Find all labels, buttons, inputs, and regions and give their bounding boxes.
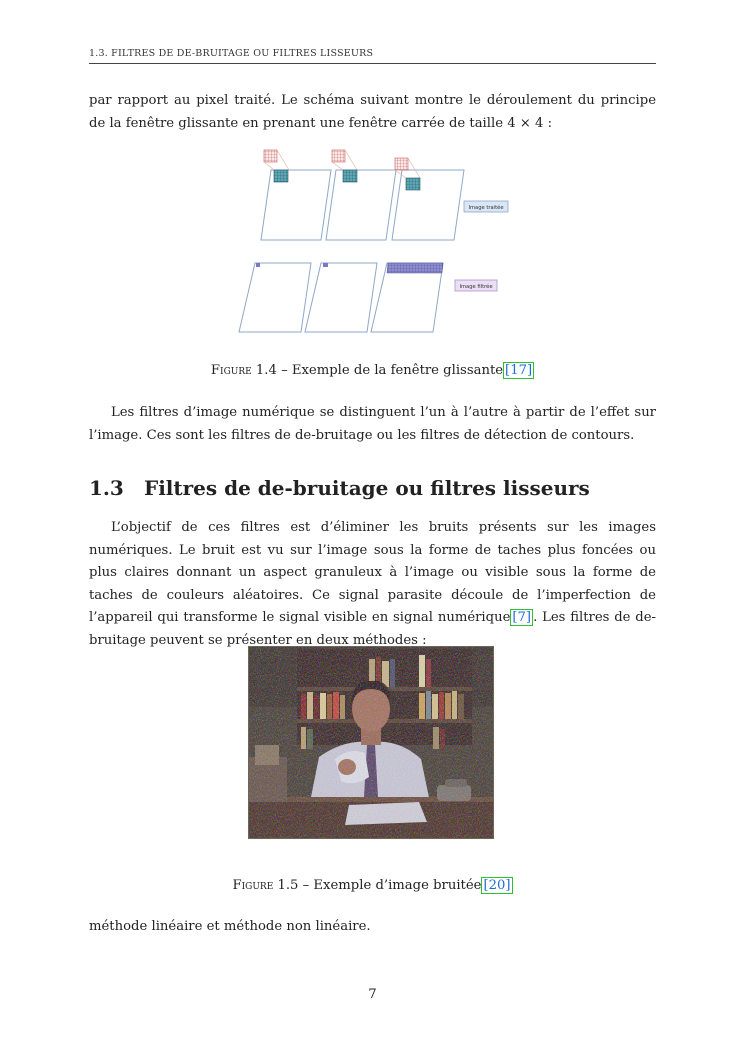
page-number: 7 — [368, 987, 377, 1002]
noisy-image-photo — [248, 646, 494, 839]
paragraph-methods: méthode linéaire et méthode non linéaire. — [89, 919, 371, 934]
figure-1-5-caption — [89, 876, 656, 896]
section-heading — [89, 476, 656, 500]
running-header-title: 1.3. FILTRES DE DE-BRUITAGE OU FILTRES LISSEURS — [89, 48, 374, 59]
paragraph-denoising-objective — [89, 517, 656, 652]
figure-sliding-window — [235, 145, 515, 340]
noisy-image-illustration — [249, 647, 494, 839]
section-number: 1.3 — [89, 476, 124, 500]
citation-link-17[interactable]: [17] — [505, 363, 533, 378]
paragraph-intro: par rapport au pixel traité. Le schéma suivant montre le déroulement du principe de la fenêtre glissante en prenant une fenêtre carrée de taille 4 × 4 : — [89, 93, 656, 131]
running-header — [89, 48, 656, 64]
paragraph-denoising-text-end: . Les filtres de de-bruitage peuvent se présenter en deux méthodes : — [89, 610, 656, 648]
figure-1-5-label: Figure 1.5 — [232, 878, 299, 893]
citation-link-7[interactable]: [7] — [512, 610, 532, 625]
label-filtered-image: Image filtrée — [459, 284, 493, 290]
bottom-row-filtered-images — [239, 263, 497, 332]
section-title-text: Filtres de de-bruitage ou filtres lisseurs — [144, 476, 590, 500]
paragraph-filters-distinction: Les filtres d’image numérique se distinguent l’un à l’autre à partir de l’effet sur l’image. Ces sont les filtres de de-bruitage ou les filtres de détection de contours. — [89, 405, 656, 443]
top-row-source-images — [261, 150, 508, 240]
figure-1-5-text: – Exemple d’image bruitée — [298, 878, 482, 893]
figure-1-4-label: Figure 1.4 — [210, 363, 277, 378]
sliding-window-diagram — [235, 145, 515, 340]
label-treated-image: Image traitée — [468, 205, 504, 211]
figure-1-4-text: – Exemple de la fenêtre glissante — [276, 363, 504, 378]
paragraph-denoising-text: L’objectif de ces filtres est d’éliminer les bruits présents sur les images numériques. Le bruit est vu sur l’image sous la forme de taches plus foncées ou plus claires donnant un aspect granuleux à l’image ou visible sous la forme de taches de couleurs aléatoires. Ce signal parasite découle de l’imperfection de l’appareil qui transforme le signal visible en signal numérique — [89, 520, 656, 625]
figure-1-4-caption — [89, 361, 656, 381]
citation-link-20[interactable]: [20] — [483, 878, 511, 893]
